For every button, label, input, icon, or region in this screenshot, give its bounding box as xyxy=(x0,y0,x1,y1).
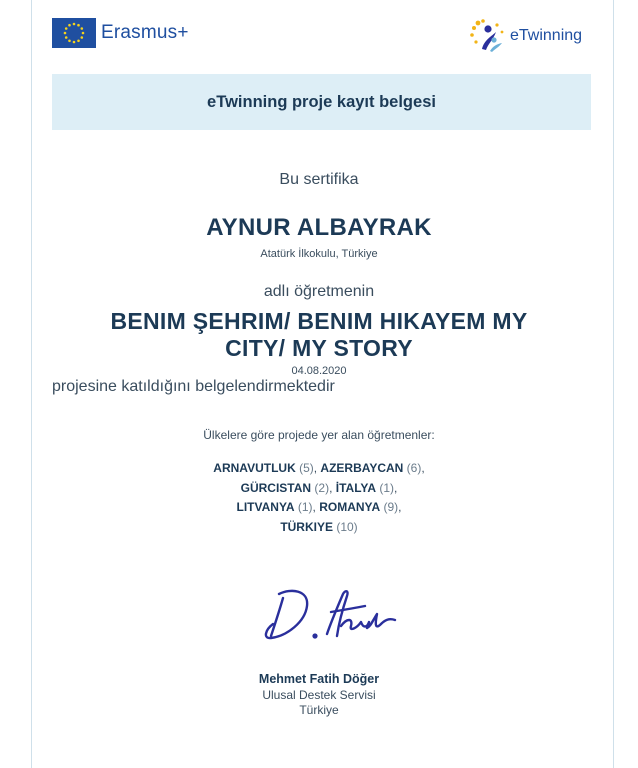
country-line xyxy=(0,518,638,538)
country-name: ARNAVUTLUK xyxy=(213,461,296,475)
etwinning-wordmark: eTwinning xyxy=(510,27,583,44)
eu-flag-icon xyxy=(52,18,96,48)
country-count: (2) xyxy=(314,480,330,495)
country-count: (10) xyxy=(336,519,358,534)
country-count: (1) xyxy=(379,480,395,495)
erasmus-logo xyxy=(52,18,189,48)
country-name: İTALYA xyxy=(335,480,377,495)
participation-text: projesine katıldığını belgelendirmektedir xyxy=(52,378,335,395)
role-text: adlı öğretmenin xyxy=(263,283,375,300)
country-list xyxy=(0,459,638,537)
signer-name: Mehmet Fatih Döğer xyxy=(258,672,380,686)
country-name: TÜRKIYE xyxy=(280,519,333,534)
country-name: GÜRCISTAN xyxy=(240,480,312,495)
project-title-line-1: BENIM ŞEHRIM/ BENIM HIKAYEM MY xyxy=(110,308,528,334)
certificate-title: eTwinning proje kayıt belgesi xyxy=(207,92,436,111)
country-count: (5) xyxy=(299,461,314,475)
country-count: (9) xyxy=(383,500,399,514)
teacher-name: AYNUR ALBAYRAK xyxy=(206,214,432,241)
etwinning-figures-icon xyxy=(466,18,510,54)
handwritten-signature xyxy=(257,582,402,644)
frame-right-line xyxy=(613,0,614,768)
country-name: ROMANYA xyxy=(319,500,381,514)
teacher-school: Atatürk İlkokulu, Türkiye xyxy=(260,248,378,260)
erasmus-wordmark: Erasmus+ xyxy=(101,22,189,43)
country-name: LITVANYA xyxy=(236,500,295,514)
intro-text: Bu sertifika xyxy=(279,171,359,188)
signer-country: Türkiye xyxy=(299,703,339,717)
etwinning-logo xyxy=(466,18,582,54)
teachers-by-country-label: Ülkelere göre projede yer alan öğretmenler: xyxy=(203,428,435,442)
signer-organization: Ulusal Destek Servisi xyxy=(262,688,376,702)
frame-left-line xyxy=(31,0,32,768)
country-line: ARNAVUTLUK (5), AZERBAYCAN (6), xyxy=(213,461,425,475)
title-banner xyxy=(52,74,591,130)
country-line: GÜRCISTAN (2), İTALYA (1), xyxy=(240,480,398,495)
project-title xyxy=(0,308,638,362)
project-date: 04.08.2020 xyxy=(291,365,347,377)
country-line: LITVANYA (1), ROMANYA (9), xyxy=(236,500,402,514)
project-title-line-2: CITY/ MY STORY xyxy=(225,335,413,361)
country-name: AZERBAYCAN xyxy=(320,461,404,475)
country-count: (6) xyxy=(406,461,422,475)
country-count: (1) xyxy=(297,500,313,514)
